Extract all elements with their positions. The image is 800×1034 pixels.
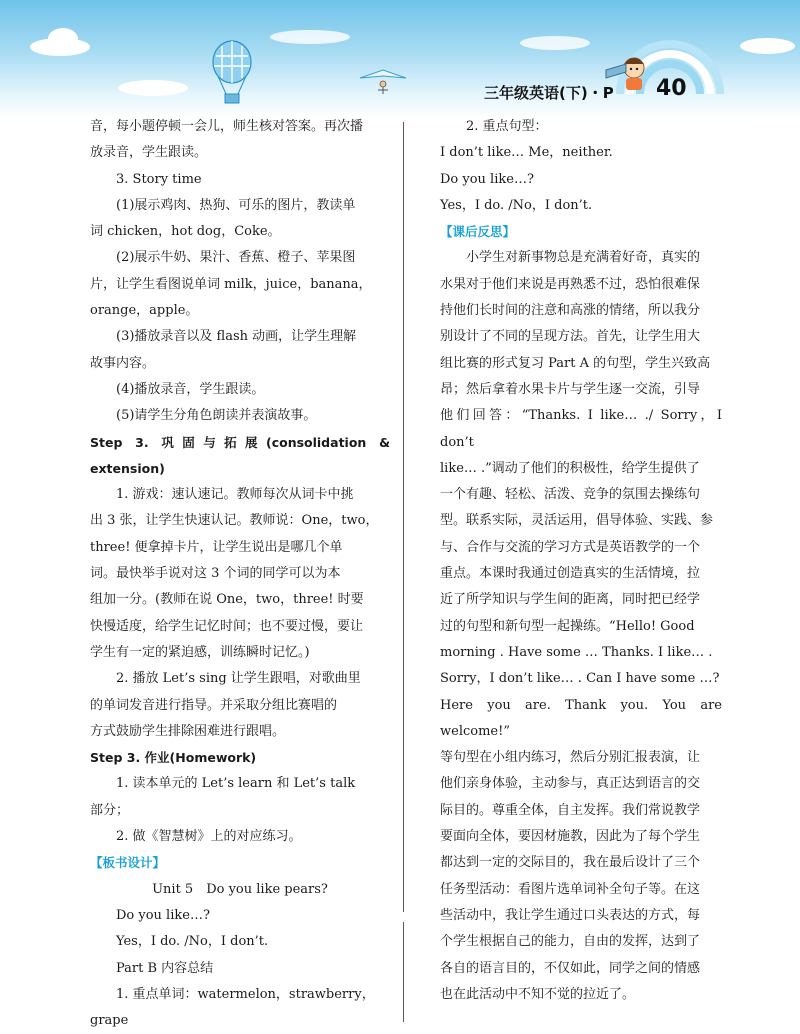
text-line: 1. 重点单词：watermelon，strawberry，	[116, 986, 375, 1002]
text-line: 他们亲身体验，主动参与，真正达到语言的交	[440, 776, 701, 792]
text-line: three! 便拿掉卡片，让学生说出是哪几个单	[90, 539, 343, 555]
text-line: 型。联系实际，灵活运用，倡导体验、实践、参	[440, 513, 714, 529]
text-line: 放录音，学生跟读。	[90, 145, 208, 161]
text-line: 近了所学知识与学生间的距离，同时把已经学	[440, 592, 701, 608]
section-heading: Step 3. 巩固与拓展(consolidation & extension)	[90, 434, 390, 476]
text-line: (1)展示鸡肉、热狗、可乐的图片，教读单	[116, 197, 356, 213]
text-line: 别设计了不同的呈现方法。首先，让学生用大	[440, 329, 701, 345]
text-line: 要面向全体，要因材施教，因此为了每个学生	[440, 829, 701, 845]
text-line: 与、合作与交流的学习方式是英语教学的一个	[440, 539, 701, 555]
section-tag: 【课后反思】	[440, 224, 516, 240]
cloud-decoration	[270, 30, 350, 44]
text-line: 快慢适度，给学生记忆时间；也不要过慢，要让	[90, 618, 364, 634]
text-line: 2. 重点句型：	[466, 119, 548, 134]
text-line: (2)展示牛奶、果汁、香蕉、橙子、苹果图	[116, 250, 356, 266]
text-line: 些活动中，我让学生通过口头表达的方式，每	[440, 907, 701, 923]
text-line: 出 3 张，让学生快速认记。教师说：One，two，	[90, 513, 379, 529]
text-line: 的单词发音进行指导。并采取分组比赛唱的	[90, 697, 338, 713]
text-line: Yes，I do. /No，I don’t.	[116, 934, 269, 950]
text-line: Do you like…?	[116, 907, 210, 923]
text-line: 持他们长时间的注意和高涨的情绪，所以我分	[440, 303, 701, 319]
text-line: Unit 5 Do you like pears?	[152, 881, 328, 897]
text-line: 故事内容。	[90, 355, 156, 371]
left-column	[90, 114, 390, 1034]
text-line: (5)请学生分角色朗读并表演故事。	[116, 408, 317, 424]
text-line: 词。最快举手说对这 3 个词的同学可以为本	[90, 566, 341, 582]
text-line: 1. 游戏：速认速记。教师每次从词卡中挑	[116, 487, 354, 503]
text-line: 1. 读本单元的 Let’s learn 和 Let’s talk	[116, 776, 356, 792]
text-line: 等句型在小组内练习，然后分别汇报表演，让	[440, 750, 701, 766]
text-line: 重点。本课时我通过创造真实的生活情境，拉	[440, 566, 701, 582]
text-line: 学生有一定的紧迫感，训练瞬时记忆。)	[90, 644, 310, 660]
hot-air-balloon-icon	[210, 40, 254, 106]
cloud-decoration	[740, 38, 795, 54]
page-number: 40	[656, 76, 687, 101]
text-line: 3. Story time	[116, 171, 202, 187]
text-line: 小学生对新事物总是充满着好奇，真实的	[466, 250, 701, 266]
text-line: 一个有趣、轻松、活泼、竞争的氛围去操练句	[440, 487, 701, 503]
book-label: 三年级英语(下)・P	[484, 84, 614, 102]
text-line: Do you like…?	[440, 171, 534, 187]
text-line: 方式鼓励学生排除困难进行跟唱。	[90, 723, 286, 739]
text-line: 都达到一定的交际目的，我在最后设计了三个	[440, 855, 701, 871]
section-heading: Step 3. 作业(Homework)	[90, 750, 257, 766]
text-line: 他们回答：“Thanks. I like… ./ Sorry，I don’t	[440, 408, 722, 450]
text-line: 过的句型和新句型一起操练。“Hello! Good	[440, 618, 695, 634]
text-line: morning . Have some … Thanks. I like… .	[440, 644, 713, 660]
text-line: (3)播放录音以及 flash 动画，让学生理解	[116, 329, 357, 345]
text-line: 昂；然后拿着水果卡片与学生逐一交流，引导	[440, 381, 701, 397]
text-line: like… .”调动了他们的积极性，给学生提供了	[440, 460, 700, 476]
column-divider	[403, 122, 404, 912]
column-divider	[403, 922, 404, 1022]
cloud-decoration	[48, 28, 78, 50]
cloud-decoration	[520, 36, 590, 50]
text-line: 际目的。尊重全体，自主发挥。我们常说教学	[440, 802, 701, 818]
text-line: 任务型活动：看图片选单词补全句子等。在这	[440, 881, 701, 897]
text-line: 片，让学生看图说单词 milk，juice，banana，	[90, 276, 372, 292]
text-line: 水果对于他们来说是再熟悉不过，恐怕很难保	[440, 276, 701, 292]
text-line: I don’t like… Me，neither.	[440, 145, 613, 161]
text-line: 词 chicken，hot dog，Coke。	[90, 224, 281, 240]
text-line: 个学生根据自己的能力，自由的发挥，达到了	[440, 934, 701, 950]
section-tag: 【板书设计】	[90, 855, 166, 871]
text-line: 部分；	[90, 802, 130, 818]
text-line: 各自的语言目的，不仅如此，同学之间的情感	[440, 960, 701, 976]
text-line: (4)播放录音，学生跟读。	[116, 381, 265, 397]
text-line: 组比赛的形式复习 Part A 的句型，学生兴致高	[440, 355, 711, 371]
right-column	[440, 114, 722, 1008]
text-line: Part B 内容总结	[116, 960, 214, 976]
text-line: orange，apple。	[90, 303, 199, 319]
text-line: 也在此活动中不知不觉的拉近了。	[440, 986, 636, 1002]
text-line: grape	[90, 1013, 129, 1029]
text-line: Here you are. Thank you. You are welcome!”	[440, 697, 722, 739]
page-header-banner	[0, 0, 800, 118]
text-line: 组加一分。(教师在说 One，two，three! 时要	[90, 592, 364, 608]
hang-glider-icon	[358, 68, 408, 98]
text-line: Sorry，I don’t like… . Can I have some …?	[440, 671, 720, 687]
text-line: Yes，I do. /No，I don’t.	[440, 197, 593, 213]
text-line: 2. 播放 Let’s sing 让学生跟唱，对歌曲里	[116, 671, 361, 687]
text-line: 2. 做《智慧树》上的对应练习。	[116, 829, 302, 845]
text-line: 音，每小题停顿一会儿，师生核对答案。再次播	[90, 119, 364, 134]
cloud-decoration	[118, 80, 188, 96]
